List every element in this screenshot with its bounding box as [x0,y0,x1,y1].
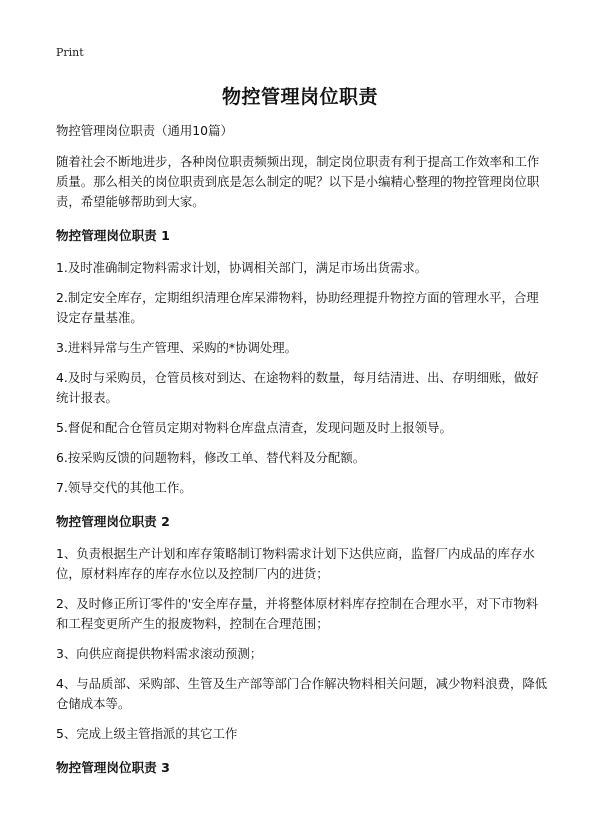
duty-item: 1.及时准确制定物料需求计划，协调相关部门，满足市场出货需求。 [56,260,428,275]
document-title: 物控管理岗位职责 [221,86,378,108]
duty-item: 6.按采购反馈的问题物料，修改工单、替代料及分配额。 [56,450,366,465]
duty-item: 4.及时与采购员，仓管员核对到达、在途物料的数量，每月结清进、出、存明细账，做好统计报表。 [56,370,539,405]
section-2 [56,512,550,744]
duty-item: 1、负责根据生产计划和库存策略制订物料需求计划下达供应商，监督厂内成品的库存水位，原材料库存的库存水位以及控制厂内的进货； [56,546,535,581]
print-label: Print [56,46,84,59]
section-heading: 物控管理岗位职责 2 [56,514,170,529]
duty-item: 3.进料异常与生产管理、采购的*协调处理。 [56,340,298,355]
duty-item: 4、与品质部、采购部、生管及生产部等部门合作解决物料相关问题，减少物料浪费，降低仓储成本等。 [56,676,548,711]
duty-item: 7.领导交代的其他工作。 [56,480,192,495]
intro-paragraph: 随着社会不断地进步，各种岗位职责频频出现，制定岗位职责有利于提高工作效率和工作质量。那么相关的岗位职责到底是怎么制定的呢？以下是小编精心整理的物控管理岗位职责，希望能够帮助到大家。 [56,154,540,209]
duty-item: 2、及时修正所订零件的'安全库存量，并将整体原材料库存控制在合理水平，对下市物料和工程变更所产生的报废物料，控制在合理范围； [56,596,539,631]
duty-list [56,258,550,498]
duty-item: 5、完成上级主管指派的其它工作 [56,726,238,741]
duty-item: 2.制定安全库存，定期组织清理仓库呆滞物料，协助经理提升物控方面的管理水平，合理设定存量基准。 [56,290,539,325]
section-heading: 物控管理岗位职责 3 [56,760,170,775]
duty-item: 5.督促和配合仓管员定期对物料仓库盘点清查，发现问题及时上报领导。 [56,420,452,435]
document-body [56,121,550,792]
duty-item: 3、向供应商提供物料需求滚动预测； [56,646,263,661]
document-subtitle: 物控管理岗位职责（通用10篇） [56,123,233,138]
section-heading: 物控管理岗位职责 1 [56,228,170,243]
section-3 [56,758,550,778]
duty-list [56,544,550,744]
section-1 [56,226,550,498]
